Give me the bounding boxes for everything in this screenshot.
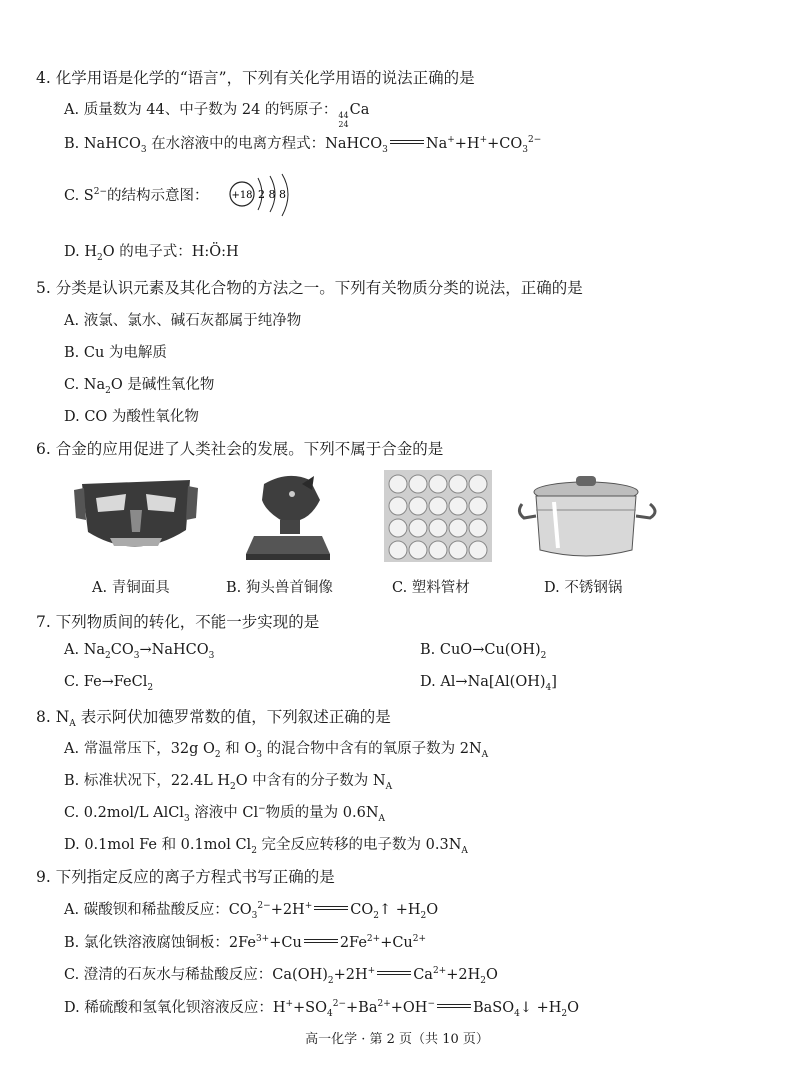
q5-option-c: C. $Na_2O$ 是碱性氧化物 xyxy=(64,377,215,396)
q7-option-c: C. Fe→FeCl$_2$ xyxy=(64,674,154,693)
q4-option-a: A. 质量数为 44、中子数为 24 的钙原子： 44 24 Ca xyxy=(64,102,370,129)
q7-option-d: D. $Al\to Na[Al(OH)_4]$ xyxy=(420,674,557,693)
nucleus-charge: +18 xyxy=(231,190,253,201)
q4-option-c: C. $S^{2-}$的结构示意图： xyxy=(64,187,209,204)
q6-stem: 6. 合金的应用促进了人类社会的发展。下列不属于合金的是 xyxy=(36,440,444,458)
q7-option-a: A. $Na_2CO_3\to NaHCO_3$ xyxy=(64,642,215,661)
q6-caption-d: D. 不锈钢锅 xyxy=(544,580,623,596)
q8-option-d: D. 0.1mol Fe 和 0.1mol $Cl_2$ 完全反应转移的电子数为 $0.3N_A$ xyxy=(64,837,468,856)
electron-formula: H:Ö:H xyxy=(191,244,239,260)
q9-option-a: A. 碳酸钡和稀盐酸反应：$CO_3^{2-}+2H^+$ $CO_2↑ +H_2O$ xyxy=(64,901,439,921)
bronze-mask-image xyxy=(74,470,198,562)
q5-option-d: D. CO 为酸性氧化物 xyxy=(64,409,199,425)
q9-option-b: B. 氯化铁溶液腐蚀铜板：$2Fe^{3+}+Cu$ $2Fe^{2+}+Cu^{2+}$ xyxy=(64,934,427,951)
plastic-pipes-image xyxy=(384,470,492,562)
q5-stem: 5. 分类是认识元素及其化合物的方法之一。下列有关物质分类的说法，正确的是 xyxy=(36,279,583,297)
q5-option-a: A. 液氯、氯水、碱石灰都属于纯净物 xyxy=(64,313,302,329)
stainless-steel-pot-image xyxy=(514,470,664,562)
q9-option-c: C. 澄清的石灰水与稀盐酸反应：$Ca(OH)_2+2H^+$ $Ca^{2+}+2H_2O$ xyxy=(64,966,498,986)
q4-option-d: D. $H_2O$ 的电子式：H:Ö:H xyxy=(64,244,239,263)
q8-option-c: C. 0.2mol/L AlCl$_3$ 溶液中 Cl−物质的量为 $0.6N_A$ xyxy=(64,804,386,824)
q8-option-a: A. 常温常压下，32g $O_2$ 和 $O_3$ 的混合物中含有的氧原子数为 $2N_A$ xyxy=(64,741,489,760)
atomic-structure-diagram xyxy=(228,172,308,220)
q7-stem: 7. 下列物质间的转化，不能一步实现的是 xyxy=(36,613,320,631)
page-footer: 高一化学 · 第 2 页（共 10 页） xyxy=(305,1032,489,1047)
q8-option-b: B. 标准状况下，22.4L $H_2O$ 中含有的分子数为 $N_A$ xyxy=(64,773,393,792)
shell-electrons: 2 8 8 xyxy=(258,188,286,201)
nuclide-notation: 44 24 xyxy=(338,111,349,129)
q6-caption-a: A. 青铜面具 xyxy=(92,580,170,596)
q5-option-b: B. Cu 为电解质 xyxy=(64,345,167,361)
q9-option-d: D. 稀硫酸和氢氧化钡溶液反应：$H^++SO_4^{2-}+Ba^{2+}+OH^-$ BaSO$_4$↓ $+H_2O$ xyxy=(64,999,580,1019)
q8-stem: 8. $N_A$ 表示阿伏加德罗常数的值，下列叙述正确的是 xyxy=(36,708,391,730)
q7-option-b: B. $CuO\to Cu(OH)_2$ xyxy=(420,642,547,661)
q6-caption-b: B. 狗头兽首铜像 xyxy=(226,580,333,596)
q6-caption-c: C. 塑料管材 xyxy=(392,580,470,596)
equals-sign xyxy=(390,140,424,144)
q4-stem: 4. 化学用语是化学的“语言”，下列有关化学用语的说法正确的是 xyxy=(36,69,475,87)
bronze-animal-head-image xyxy=(240,470,336,562)
q4-option-b: B. NaHCO$_3$ 在水溶液中的电离方程式：NaHCO$_3$ $Na^++H^++CO_3^{2-}$ xyxy=(64,135,542,155)
q9-stem: 9. 下列指定反应的离子方程式书写正确的是 xyxy=(36,868,335,886)
